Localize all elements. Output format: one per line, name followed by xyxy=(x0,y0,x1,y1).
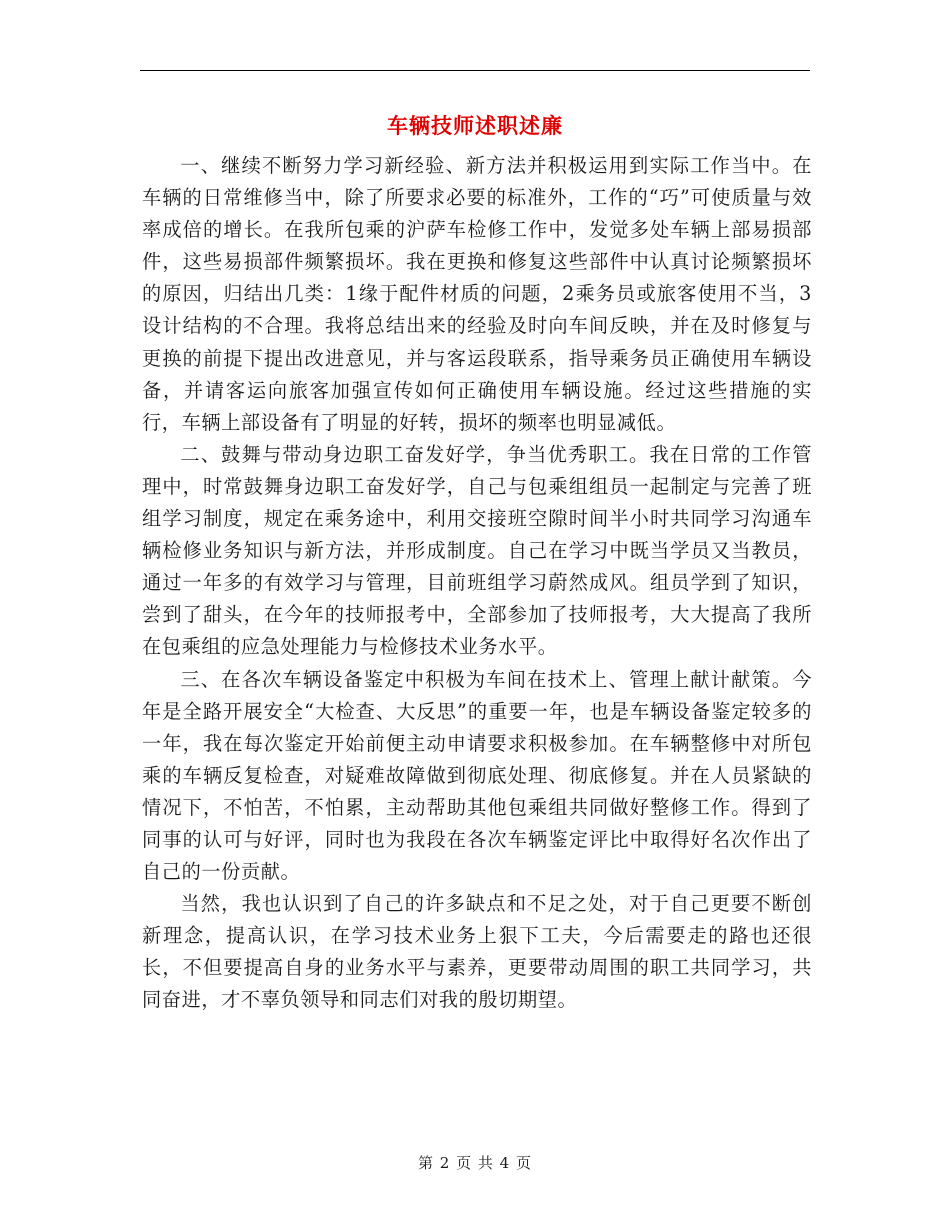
page-footer: 第 2 页 共 4 页 xyxy=(418,1154,532,1172)
header-rule xyxy=(140,70,810,71)
document-title: 车辆技师述职述廉 xyxy=(387,113,563,138)
paragraph-3: 三、在各次车辆设备鉴定中积极为车间在技术上、管理上献计献策。今年是全路开展安全“大检查、大反思”的重要一年，也是车辆设备鉴定较多的一年，我在每次鉴定开始前便主动申请要求积极参加。在车辆整修中对所包乘的车辆反复检查，对疑难故障做到彻底处理、彻底修复。并在人员紧缺的情况下，不怕苦，不怕累，主动帮助其他包乘组共同做好整修工作。得到了同事的认可与好评，同时也为我段在各次车辆鉴定评比中取得好名次作出了自己的一份贡献。 xyxy=(142,667,812,884)
document-body xyxy=(142,150,812,1017)
paragraph-1: 一、继续不断努力学习新经验、新方法并积极运用到实际工作当中。在车辆的日常维修当中，除了所要求必要的标准外，工作的“巧”可使质量与效率成倍的增长。在我所包乘的沪萨车检修工作中，发觉多处车辆上部易损部件，这些易损部件频繁损坏。我在更换和修复这些部件中认真讨论频繁损坏的原因，归结出几类：1缘于配件材质的问题，2乘务员或旅客使用不当，3设计结构的不合理。我将总结出来的经验及时向车间反映，并在及时修复与更换的前提下提出改进意见，并与客运段联系，指导乘务员正确使用车辆设备，并请客运向旅客加强宣传如何正确使用车辆设施。经过这些措施的实行，车辆上部设备有了明显的好转，损坏的频率也明显减低。 xyxy=(142,154,812,434)
paragraph-2: 二、鼓舞与带动身边职工奋发好学，争当优秀职工。我在日常的工作管理中，时常鼓舞身边职工奋发好学，自己与包乘组组员一起制定与完善了班组学习制度，规定在乘务途中，利用交接班空隙时间半小时共同学习沟通车辆检修业务知识与新方法，并形成制度。自己在学习中既当学员又当教员，通过一年多的有效学习与管理，目前班组学习蔚然成风。组员学到了知识，尝到了甜头，在今年的技师报考中，全部参加了技师报考，大大提高了我所在包乘组的应急处理能力与检修技术业务水平。 xyxy=(142,442,812,659)
paragraph-4: 当然，我也认识到了自己的许多缺点和不足之处，对于自己更要不断创新理念，提高认识，在学习技术业务上狠下工夫，今后需要走的路也还很长，不但要提高自身的业务水平与素养，更要带动周围的职工共同学习，共同奋进，才不辜负领导和同志们对我的殷切期望。 xyxy=(142,892,812,1012)
